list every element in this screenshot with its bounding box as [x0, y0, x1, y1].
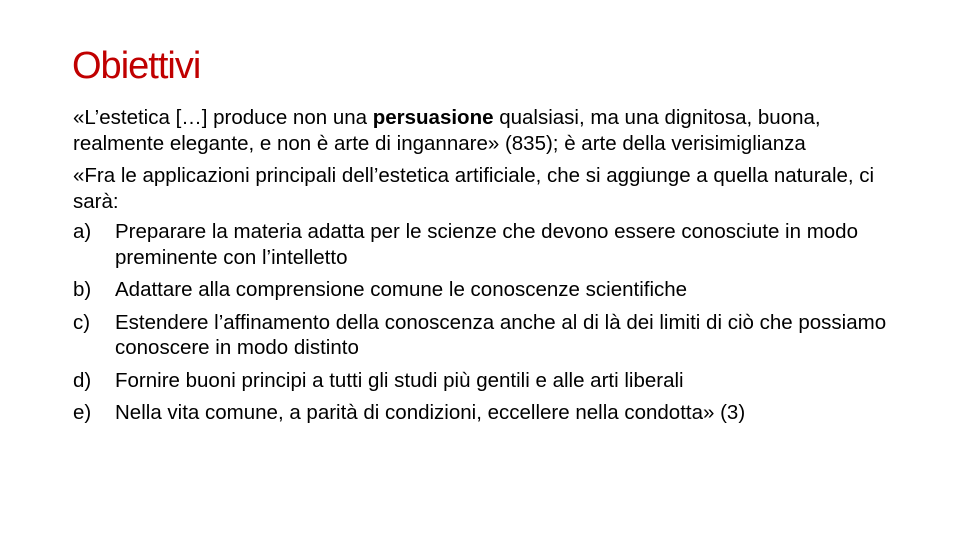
- list-item: [73, 368, 893, 394]
- list-marker: e): [73, 401, 92, 424]
- list-marker: a): [73, 220, 92, 243]
- list-item-text: Preparare la materia adatta per le scienze che devono essere conosciute in modo preminente con l’intelletto: [115, 220, 858, 269]
- list-marker: d): [73, 368, 92, 392]
- quote1-text-after: qualsiasi, ma una dignitosa, buona, realmente elegante, e non è arte di ingannare» (835); è arte della verisimiglianza: [73, 106, 821, 155]
- slide-body: [73, 105, 893, 433]
- quote-paragraph-1: [73, 105, 893, 156]
- list-marker: c): [73, 310, 91, 334]
- quote-paragraph-2: «Fra le applicazioni principali dell’estetica artificiale, che si aggiunge a quella naturale, ci sarà:: [73, 164, 875, 213]
- list-item: [73, 310, 893, 361]
- list-item: [73, 277, 893, 303]
- list-item-text: Fornire buoni principi a tutti gli studi più gentili e alle arti liberali: [115, 368, 684, 392]
- list-item-text: Adattare alla comprensione comune le conoscenze scientifiche: [115, 278, 688, 301]
- list-item: [73, 219, 893, 270]
- quote1-text-before: «L’estetica […] produce non una: [73, 106, 373, 129]
- list-marker: b): [73, 278, 92, 301]
- quote1-bold-term: persuasione: [372, 106, 494, 129]
- list-item: [73, 400, 893, 426]
- list-item-text: Estendere l’affinamento della conoscenza anche al di là dei limiti di ciò che possiamo conoscere in modo distinto: [115, 310, 887, 359]
- list-item-text: Nella vita comune, a parità di condizioni, eccellere nella condotta» (3): [115, 401, 746, 424]
- slide-title: Obiettivi: [72, 45, 201, 87]
- applications-list: [73, 219, 893, 426]
